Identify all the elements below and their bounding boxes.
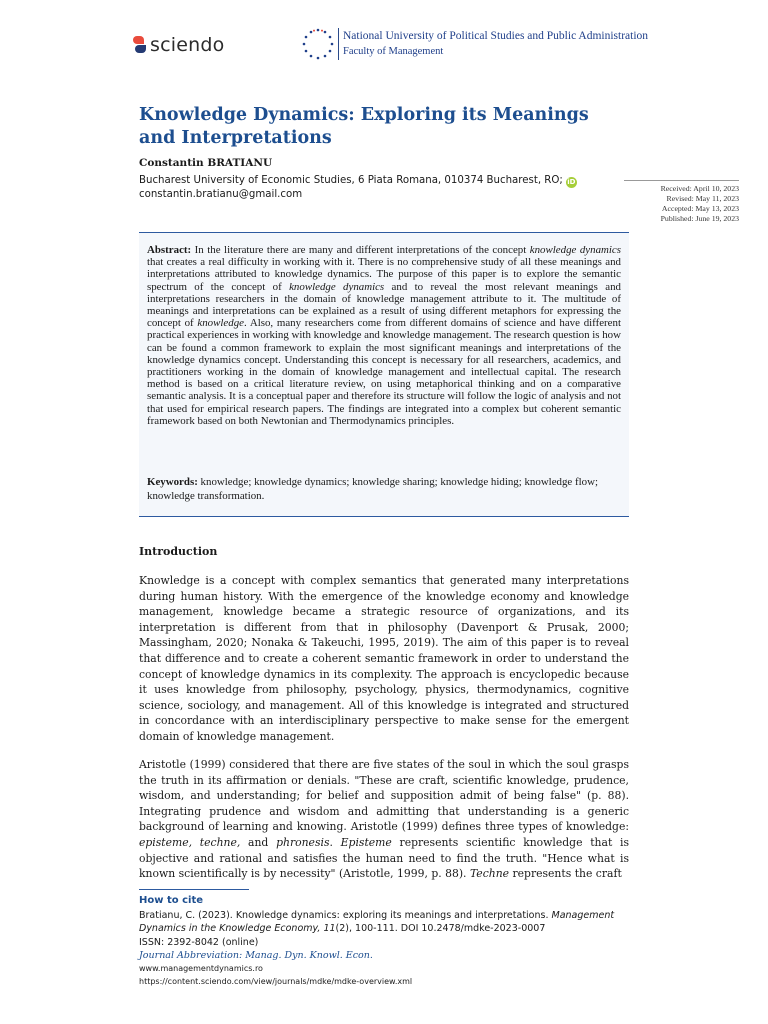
affiliation-text: Bucharest University of Economic Studies, 6 Piata Romana, 010374 Bucharest, RO;: [139, 175, 563, 186]
abstract-label: Abstract:: [147, 244, 192, 256]
paragraph: Knowledge is a concept with complex semantics that generated many interpretations during human history. With the emergence of the knowledge economy and knowledge management, knowledge became a strategic resource of organizations, and its interpretation is different from that in philosophy (Davenport & Prusak, 2000; Massingham, 2020; Nonaka & Takeuchi, 1995, 2019). The aim of this paper is to reveal that difference and to create a coherent semantic framework in order to understand the concept of knowledge dynamics in its complexity. The approach is encyclopedic because it uses knowledge from philosophy, psychology, physics, thermodynamics, cognitive science, sociology, and management. All of this knowledge is integrated and structured in concordance with an interdisciplinary perspective to make sense for the emergent domain of knowledge management.: [139, 574, 629, 743]
issn: ISSN: 2392-8042 (online): [139, 936, 259, 948]
sciendo-mark-icon: [133, 36, 146, 54]
orcid-icon[interactable]: iD: [567, 178, 576, 186]
journal-name: Management Dynamics in the Knowledge Economy, 11: [139, 910, 615, 935]
article-title: Knowledge Dynamics: Exploring its Meanings and Interpretations: [139, 105, 589, 148]
date-accepted: Accepted: May 13, 2023: [661, 204, 739, 213]
author-affiliation: [139, 174, 577, 202]
keywords: [147, 476, 621, 503]
keywords-list: knowledge; knowledge dynamics; knowledge sharing; knowledge hiding; knowledge flow; knowledge transformation.: [147, 476, 598, 502]
date-published: Published: June 19, 2023: [660, 214, 739, 223]
date-revised: Revised: May 11, 2023: [666, 194, 739, 203]
logo-divider: [338, 28, 339, 60]
author-email[interactable]: constantin.bratianu@gmail.com: [139, 189, 303, 200]
publication-dates: [661, 184, 739, 224]
journal-website-link[interactable]: www.managementdynamics.ro: [139, 964, 263, 973]
dates-divider: [624, 180, 739, 181]
date-received: Received: April 10, 2023: [660, 184, 739, 193]
sciendo-wordmark: sciendo: [150, 34, 225, 56]
citation-divider: [139, 889, 249, 890]
section-heading-introduction: Introduction: [139, 545, 218, 558]
abstract-box: [139, 232, 629, 517]
journal-overview-link[interactable]: https://content.sciendo.com/view/journals/mdke/mdke-overview.xml: [139, 977, 413, 986]
author-name: Constantin BRATIANU: [139, 157, 273, 169]
faculty-name: Faculty of Management: [343, 46, 444, 57]
journal-abbreviation: Journal Abbreviation: Manag. Dyn. Knowl. Econ.: [139, 950, 373, 961]
citation-text: Bratianu, C. (2023). Knowledge dynamics: exploring its meanings and interpretations. Management Dynamics in the Knowledge Economy, 11(2), 100-111. DOI 10.2478/mdke-2023-0007 ISSN: 2392-8042 (online): [139, 910, 615, 948]
citation-heading: How to cite: [139, 895, 204, 906]
abstract-text: Abstract: In the literature there are many and different interpretations of the concept knowledge dynamics that creates a real difficulty in working with it. There is no comprehensive study of all these meanings and interpretations attributed to knowledge dynamics. The purpose of this paper is to explore the semantic spectrum of the concept of knowledge dynamics and to reveal the most relevant meanings and interpretations researchers in the domain of knowledge management attribute to it. The multitude of meanings and interpretations can be explained as a result of using different metaphors for expressing the concept of knowledge. Also, many researchers come from different domains of science and have different practical experiences in working with knowledge and knowledge management. The research question is how can be found a common framework to explain the most significant meanings and interpretations of the knowledge dynamics concept. Understanding this concept is necessary for all researchers, academics, and practitioners working in the domain of knowledge management and intellectual capital. The research method is based on a critical literature review, on using metaphorical thinking and on a comparative semantic analysis. It is a conceptual paper and therefore its structure will follow the logic of analysis and not that used for empirical research papers. The findings are integrated into a complex but coherent semantic framework based on both Newtonian and Thermodynamics principles.: [147, 244, 621, 427]
university-logo: [301, 27, 648, 61]
paragraph: Aristotle (1999) considered that there are five states of the soul in which the soul grasps the truth in its affirmation or denials. "These are craft, scientific knowledge, prudence, wisdom, and understanding; for belief and supposition admit of being false" (p. 88). Integrating prudence and wisdom and admitting that understanding is a generic background of learning and knowing. Aristotle (1999) defines three types of knowledge: episteme, techne, and phronesis. Episteme represents scientific knowledge that is objective and rational and satisfies the human need to find the truth. "Hence what is known scientifically is by necessity" (Aristotle, 1999, p. 88). Techne represents the craft: [139, 758, 629, 881]
sciendo-logo: [133, 34, 224, 56]
stars-circle-icon: [301, 27, 335, 61]
university-name: National University of Political Studies and Public Administration: [343, 30, 649, 42]
keywords-label: Keywords:: [147, 476, 198, 488]
